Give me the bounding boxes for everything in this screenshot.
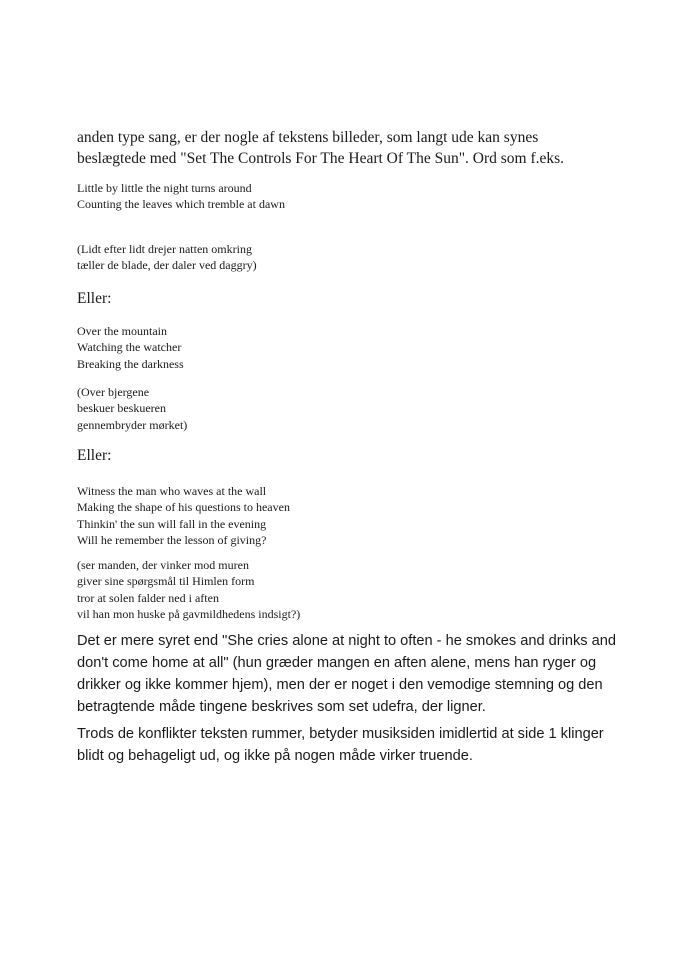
intro-line: beslægtede med "Set The Controls For The Heart Of The Sun". Ord som f.eks. bbox=[77, 150, 565, 167]
translation-line: giver sine spørgsmål til Himlen form bbox=[77, 574, 255, 589]
lyric-quote-2 bbox=[77, 323, 184, 372]
lyric-line: Witness the man who waves at the wall bbox=[77, 484, 267, 498]
translation-line: beskuer beskueren bbox=[77, 401, 166, 416]
lyric-line: Watching the watcher bbox=[77, 340, 182, 355]
translation-line: vil han mon huske på gavmildhedens indsigt?) bbox=[77, 607, 301, 622]
analysis-line: betragtende måde tingene beskrives som set udefra, der ligner. bbox=[77, 699, 486, 715]
lyric-line: Breaking the darkness bbox=[77, 356, 184, 371]
lyric-quote-3 bbox=[77, 483, 290, 549]
eller-heading: Eller: bbox=[77, 447, 112, 464]
lyric-line: Making the shape of his questions to heaven bbox=[77, 500, 290, 515]
lyric-translation-3 bbox=[77, 557, 300, 623]
analysis-paragraph bbox=[77, 630, 616, 718]
translation-line: tæller de blade, der daler ved daggry) bbox=[77, 258, 257, 273]
translation-line: (Over bjergene bbox=[77, 385, 150, 399]
translation-line: (Lidt efter lidt drejer natten omkring bbox=[77, 242, 252, 256]
lyric-translation-1 bbox=[77, 241, 257, 274]
intro-line: anden type sang, er der nogle af tekstens billeder, som langt ude kan synes bbox=[77, 129, 539, 146]
translation-line: (ser manden, der vinker mod muren bbox=[77, 558, 249, 572]
lyric-line: Over the mountain bbox=[77, 324, 167, 338]
lyric-line: Counting the leaves which tremble at dawn bbox=[77, 197, 285, 212]
intro-paragraph bbox=[77, 127, 564, 169]
eller-heading: Eller: bbox=[77, 290, 112, 307]
conclusion-line: blidt og behageligt ud, og ikke på nogen måde virker truende. bbox=[77, 748, 473, 764]
analysis-line: Det er mere syret end "She cries alone at night to often - he smokes and drinks and bbox=[77, 633, 616, 649]
analysis-line: don't come home at all" (hun græder mangen en aften alene, mens han ryger og bbox=[77, 655, 597, 671]
lyric-line: Little by little the night turns around bbox=[77, 181, 252, 195]
lyric-translation-2 bbox=[77, 384, 187, 433]
lyric-quote-1 bbox=[77, 180, 285, 213]
conclusion-line: Trods de konflikter teksten rummer, betyder musiksiden imidlertid at side 1 klinger bbox=[77, 726, 604, 742]
lyric-line: Will he remember the lesson of giving? bbox=[77, 533, 267, 548]
translation-line: tror at solen falder ned i aften bbox=[77, 590, 219, 605]
analysis-line: drikker og ikke kommer hjem), men der er noget i den vemodige stemning og den bbox=[77, 677, 603, 693]
conclusion-paragraph bbox=[77, 723, 604, 767]
lyric-line: Thinkin' the sun will fall in the evening bbox=[77, 516, 267, 531]
translation-line: gennembryder mørket) bbox=[77, 417, 188, 432]
